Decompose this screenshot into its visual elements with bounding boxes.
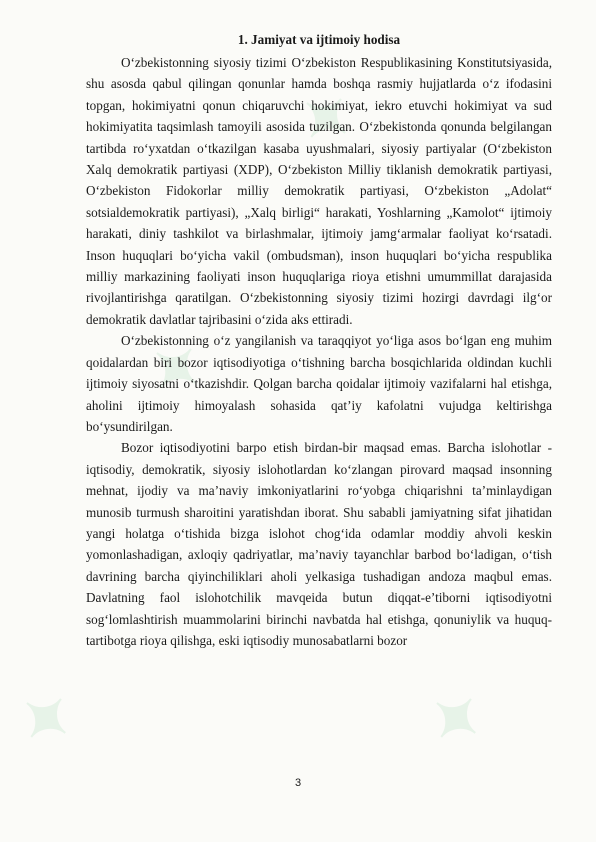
paragraph-political-system: O‘zbekistonning siyosiy tizimi O‘zbekiston Respublikasining Konstitutsiyasida, shu asosda qabul qilingan qonunlar hamda boshqa rasmiy hujjatlarda o‘z ifodasini topgan, hokimiyatni qonun chiqaruvchi hokimiyat, iekro etuvchi hokimiyat va sud hokimiyatita taqsimlash tamoyili asosida tuzilgan. O‘zbekistonda qonunda belgilangan tartibda ro‘yxatdan o‘tkazilgan kasaba uyushmalari, siyosiy partiyalar (O‘zbekiston Xalq demokratik partiyasi (XDP), O‘zbekiston Milliy tiklanish demokratik partiyasi, O‘zbekiston Fidokorlar milliy demokratik partiyasi, O‘zbekiston „Adolat“ sotsialdemokratik partiyasi), „Xalq birligi“ harakati, Yoshlarning „Kamolot“ ijtimoiy harakati, diniy tashkilot va birlashmalar, ijtimoiy jamg‘armalar faoliyat ko‘rsatadi. Inson huquqlari bo‘yicha vakil (ombudsman), inson huquqlari bo‘yicha respublika milliy markazining faoliyati inson huquqlariga rioya etishni umummillat darajasida rivojlantirishga qaratilgan. O‘zbekistonning siyosiy tizimi hozirgi davrdagi ilg‘or demokratik davlatlar tajribasini o‘zida aks ettiradi. [86,55,552,327]
page-body [86,31,552,651]
watermark-mark: ✦ [282,72,375,163]
section-heading: 1. Jamiyat va ijtimoiy hodisa [237,32,401,47]
watermark-mark: ✦ [2,672,95,763]
watermark-mark: ✦ [132,322,225,413]
paragraph-market-economy: Bozor iqtisodiyotini barpo etish birdan-bir maqsad emas. Barcha islohotlar - iqtisodiy, demokratik, siyosiy islohotlardan ko‘zlangan pirovard maqsad insonning mehnat, ijodiy va ma’naviy imkoniyatlarini ro‘yobga chiqarishni ta’minlaydigan munosib turmush sharoitini yaratishdan iborat. Shu sababli jamiyatning sifat jihatidan yangi holatga o‘tishida bizga islohot chog‘ida odamlar moddiy ahvoli keskin yomonlashadigan, axloqiy qadriyatlar, ma’naviy tayanchlar barbod bo‘ladigan, o‘tish davrining barcha qiyinchiliklari aholi yelkasiga tushadigan andoza maqbul emas. Davlatning faol islohotchilik mavqeida butun diqqat-e’tiborni iqtisodiyotni sog‘lomlashtirish muammolarini birinchi navbatda hal etishga, qonuniylik va huquq-tartibotga rioya qilishga, eski iqtisodiy munosabatlarni bozor [86,440,552,648]
page-number: 3 [294,777,302,789]
paragraph-renewal-principles: O‘zbekistonning o‘z yangilanish va taraqqiyot yo‘liga asos bo‘lgan eng muhim qoidalardan biri bozor iqtisodiyotiga o‘tishning barcha bosqichlarida oldindan kuchli ijtimoiy siyosatni o‘tkazishdir. Qolgan barcha qoidalar ijtimoiy vazifalarni hal etishga, aholini ijtimoiy himoyalash sohasida qat’iy kafolatni vujudga keltirishga bo‘ysundirilgan. [86,333,552,434]
watermark-mark: ✦ [412,672,505,763]
